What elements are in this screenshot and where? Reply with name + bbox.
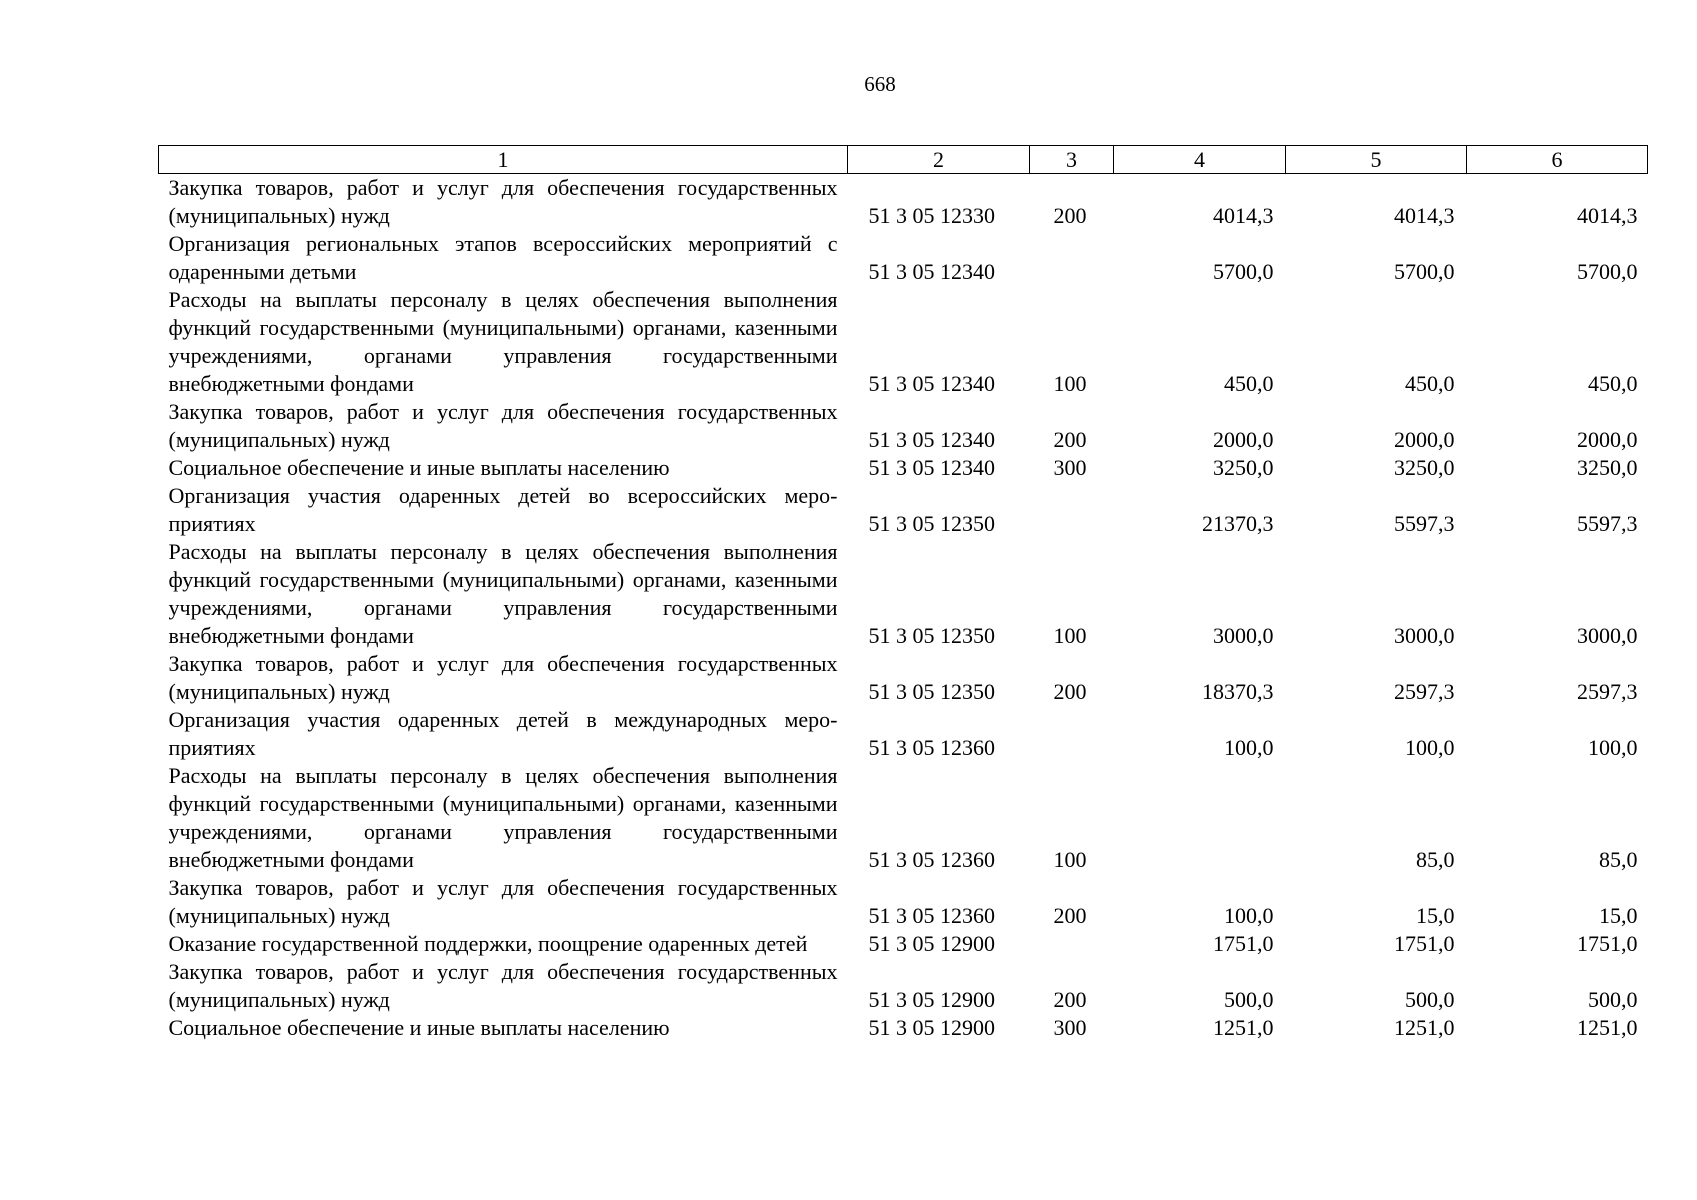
row-value-col5: 85,0: [1416, 847, 1455, 872]
row-name: Закупка товаров, работ и услуг для обеспечения государственных (муниципальных) нужд: [168, 399, 838, 452]
row-value-col5: 2597,3: [1394, 679, 1455, 704]
row-value-col4: 18370,3: [1202, 679, 1274, 704]
row-value-col6: 3250,0: [1577, 455, 1638, 480]
row-value-col4: 2000,0: [1213, 427, 1274, 452]
row-name: Расходы на выплаты персоналу в целях обеспечения выполнения функций государственными (муниципальными) органами, казенными учреждениями, органами управления государственными внебюджетными фондами: [168, 763, 838, 872]
row-code: 51 3 05 12350: [868, 623, 995, 648]
row-code: 51 3 05 12360: [868, 735, 995, 760]
table-row: [159, 958, 1648, 1014]
row-expense-type: [1030, 230, 1114, 286]
row-value-col6: 450,0: [1588, 371, 1638, 396]
row-code: 51 3 05 12340: [868, 455, 995, 480]
table-row: [159, 538, 1648, 650]
row-value-col6: 5700,0: [1577, 259, 1638, 284]
row-code: 51 3 05 12340: [868, 427, 995, 452]
row-code: 51 3 05 12900: [868, 931, 995, 956]
row-expense-type: 200: [1053, 427, 1087, 452]
row-name: Социальное обеспечение и иные выплаты населению: [168, 455, 670, 480]
row-value-col6: 500,0: [1588, 987, 1638, 1012]
row-expense-type: 200: [1053, 903, 1087, 928]
row-expense-type: 300: [1053, 1015, 1087, 1040]
row-code: 51 3 05 12350: [868, 679, 995, 704]
row-value-col5: 3000,0: [1394, 623, 1455, 648]
row-name: Расходы на выплаты персоналу в целях обеспечения выполнения функций государственными (муниципальными) органами, казенными учреждениями, органами управления государственными внебюджетными фондами: [168, 287, 838, 396]
row-name: Закупка товаров, работ и услуг для обеспечения государственных (муниципальных) нужд: [168, 651, 838, 704]
table-row: [159, 398, 1648, 454]
row-value-col4: [1114, 762, 1286, 874]
table-row: [159, 874, 1648, 930]
header-cell-5: 5: [1286, 146, 1467, 174]
header-cell-2: 2: [848, 146, 1030, 174]
row-name: Закупка товаров, работ и услуг для обеспечения государственных (муниципальных) нужд: [168, 959, 838, 1012]
row-code: 51 3 05 12900: [868, 987, 995, 1012]
row-name: Закупка товаров, работ и услуг для обеспечения государственных (муниципальных) нужд: [168, 175, 838, 228]
row-code: 51 3 05 12340: [868, 371, 995, 396]
page-number: 668: [864, 72, 896, 96]
table-row: [159, 454, 1648, 482]
row-expense-type: [1030, 482, 1114, 538]
header-row: [159, 146, 1648, 174]
row-value-col4: 1251,0: [1213, 1015, 1274, 1040]
table-row: [159, 482, 1648, 538]
row-value-col4: 100,0: [1224, 735, 1274, 760]
row-name: Расходы на выплаты персоналу в целях обеспечения выполнения функций государственными (муниципальными) органами, казенными учреждениями, органами управления государственными внебюджетными фондами: [168, 539, 838, 648]
row-name: Оказание государственной поддержки, поощрение одаренных детей: [168, 931, 808, 956]
row-code: 51 3 05 12360: [868, 903, 995, 928]
row-code: 51 3 05 12350: [868, 511, 995, 536]
table-row: [159, 1014, 1648, 1042]
table-row: [159, 706, 1648, 762]
row-value-col5: 5597,3: [1394, 511, 1455, 536]
row-value-col4: 500,0: [1224, 987, 1274, 1012]
row-value-col6: 15,0: [1599, 903, 1638, 928]
row-name: Закупка товаров, работ и услуг для обеспечения государственных (муниципальных) нужд: [168, 875, 838, 928]
row-value-col6: 5597,3: [1577, 511, 1638, 536]
row-value-col5: 2000,0: [1394, 427, 1455, 452]
row-value-col5: 1251,0: [1394, 1015, 1455, 1040]
row-value-col5: 3250,0: [1394, 455, 1455, 480]
row-expense-type: 200: [1053, 203, 1087, 228]
row-value-col4: 1751,0: [1213, 931, 1274, 956]
row-value-col5: 15,0: [1416, 903, 1455, 928]
table-body: [159, 174, 1648, 1043]
header-cell-4: 4: [1114, 146, 1286, 174]
row-value-col4: 100,0: [1224, 903, 1274, 928]
row-value-col4: 21370,3: [1202, 511, 1274, 536]
row-expense-type: 200: [1053, 679, 1087, 704]
row-value-col5: 450,0: [1405, 371, 1455, 396]
row-expense-type: 200: [1053, 987, 1087, 1012]
row-value-col5: 5700,0: [1394, 259, 1455, 284]
row-code: 51 3 05 12900: [868, 1015, 995, 1040]
row-expense-type: 300: [1053, 455, 1087, 480]
row-value-col6: 2000,0: [1577, 427, 1638, 452]
table-row: [159, 286, 1648, 398]
table-row: [159, 650, 1648, 706]
header-cell-6: 6: [1467, 146, 1648, 174]
row-name: Организация участия одаренных детей в международных мероприятиях: [168, 707, 838, 760]
row-code: 51 3 05 12330: [868, 203, 995, 228]
table-row: [159, 174, 1648, 231]
row-value-col5: 100,0: [1405, 735, 1455, 760]
row-value-col4: 450,0: [1224, 371, 1274, 396]
row-value-col4: 3250,0: [1213, 455, 1274, 480]
table-row: [159, 230, 1648, 286]
row-value-col6: 4014,3: [1577, 203, 1638, 228]
row-value-col4: 5700,0: [1213, 259, 1274, 284]
row-value-col4: 3000,0: [1213, 623, 1274, 648]
header-cell-3: 3: [1030, 146, 1114, 174]
row-expense-type: [1030, 930, 1114, 958]
row-value-col5: 1751,0: [1394, 931, 1455, 956]
row-value-col5: 500,0: [1405, 987, 1455, 1012]
row-expense-type: 100: [1053, 623, 1087, 648]
row-value-col5: 4014,3: [1394, 203, 1455, 228]
row-value-col6: 2597,3: [1577, 679, 1638, 704]
row-name: Организация региональных этапов всероссийских мероприятий с одаренными детьми: [168, 231, 838, 284]
header-cell-1: 1: [159, 146, 848, 174]
row-value-col6: 100,0: [1588, 735, 1638, 760]
row-code: 51 3 05 12340: [868, 259, 995, 284]
row-name: Организация участия одаренных детей во всероссийских мероприятиях: [168, 483, 838, 536]
table-header: [159, 146, 1648, 174]
row-name: Социальное обеспечение и иные выплаты населению: [168, 1015, 670, 1040]
row-value-col6: 1751,0: [1577, 931, 1638, 956]
row-value-col6: 3000,0: [1577, 623, 1638, 648]
budget-table: [158, 145, 1648, 1042]
row-code: 51 3 05 12360: [868, 847, 995, 872]
row-expense-type: 100: [1053, 847, 1087, 872]
row-value-col4: 4014,3: [1213, 203, 1274, 228]
row-expense-type: 100: [1053, 371, 1087, 396]
table-row: [159, 930, 1648, 958]
row-value-col6: 85,0: [1599, 847, 1638, 872]
row-value-col6: 1251,0: [1577, 1015, 1638, 1040]
row-expense-type: [1030, 706, 1114, 762]
table-row: [159, 762, 1648, 874]
